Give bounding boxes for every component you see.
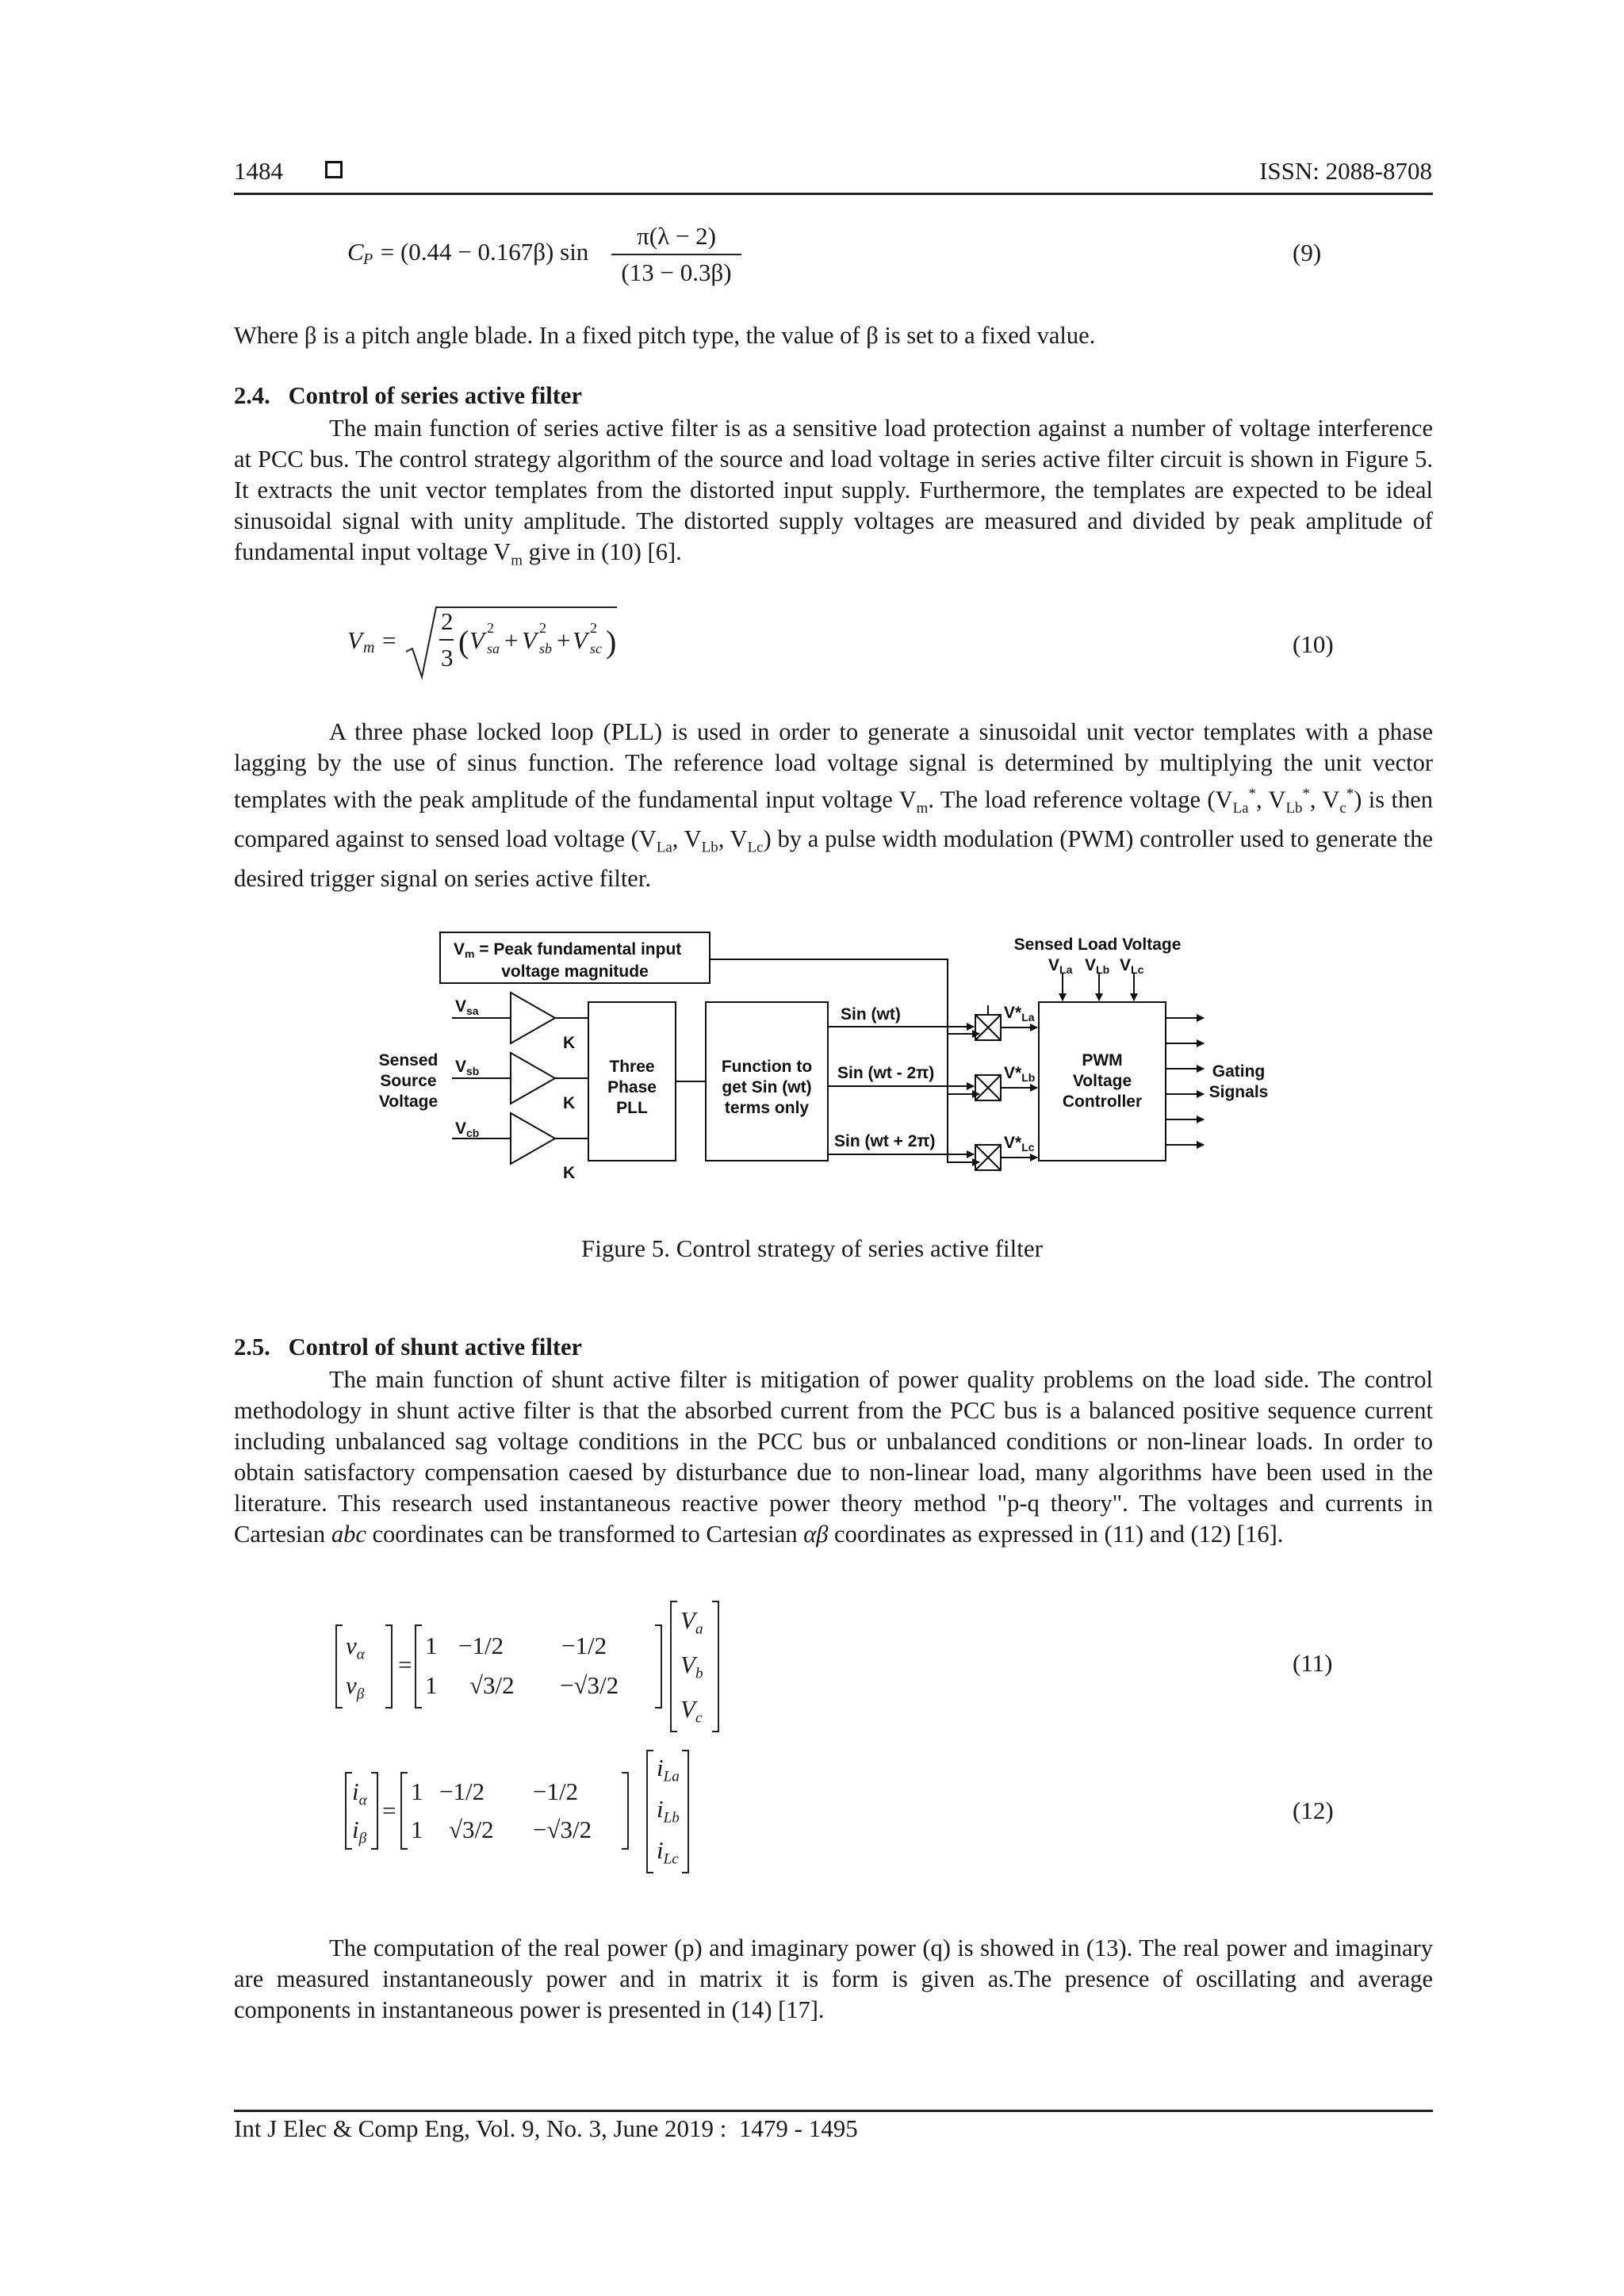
sin-wt-label: Sin (wt) <box>841 1005 901 1024</box>
gain-k-c: K <box>563 1164 576 1182</box>
vla-label: VLa <box>1048 956 1073 976</box>
equation-12: $i_\alpha$ $i_\beta$ = 1 −1/2 −1/2 1 √3/2 −√3/2 $i_{La}$ $i_{Lb}$ $i_{Lc}$ <box>343 1749 723 1876</box>
sensed-source-2: Source <box>380 1072 437 1090</box>
equation-10: V m = 2 3 ( V 2 sa + V 2 sb + V 2 sc ) <box>347 603 601 682</box>
vm-box-label-2: voltage magnitude <box>501 962 649 981</box>
section-heading-2-4: 2.4. Control of series active filter <box>234 382 583 409</box>
vstar-la-label: V*La <box>1004 1004 1035 1024</box>
pwm-label-3: Controller <box>1062 1093 1143 1111</box>
vstar-lc-label: V*Lc <box>1004 1134 1035 1154</box>
issn: ISSN: 2088-8708 <box>1259 157 1432 185</box>
sensed-source-3: Voltage <box>378 1093 439 1111</box>
gain-amplifier-c <box>511 1113 555 1164</box>
gating-label-1: Gating <box>1212 1062 1266 1081</box>
paragraph-beta: Where β is a pitch angle blade. In a fixed pitch type, the value of β is set to a fixed value. <box>234 322 1096 349</box>
paragraph-pll: A three phase locked loop (PLL) is used in order to generate a sinusoidal unit vector templates with a phase lagging by the use of sinus function. The reference load voltage signal is determined by multiplying the unit vector templates with the peak amplitude of the fundamental input voltage $V_m$. The load reference voltage ($V_{La}^*$, $V_{Lb}^*$, $V_c^*$) is then compared against to sensed load voltage ($V_{La}$, $V_{Lb}$, $V_{Lc}$) by a pulse width modulation (PWM) controller used to generate the desired trigger signal on series active filter. <box>234 718 1434 892</box>
vsb-label: Vsb <box>455 1058 480 1077</box>
func-label-2: get Sin (wt) <box>722 1078 812 1096</box>
equation-11: $v_\alpha$ $v_\beta$ = 1 −1/2 −1/2 1 √3/2 −√3/2 $V_a$ $V_b$ $V_c$ <box>333 1600 745 1735</box>
gain-k-a: K <box>563 1034 576 1052</box>
sensed-source-1: Sensed <box>378 1051 439 1070</box>
vstar-lb-label: V*Lb <box>1004 1064 1036 1084</box>
equation-10-number: (10) <box>1293 630 1334 658</box>
gain-k-b: K <box>563 1094 576 1112</box>
header-rule <box>234 193 1433 195</box>
sensed-load-title: Sensed Load Voltage <box>1013 936 1182 954</box>
sin-wt-plus-label: Sin (wt + 2π) <box>834 1132 936 1150</box>
vm-box-label-1: Vm = Peak fundamental input <box>454 940 682 960</box>
vlc-label: VLc <box>1120 956 1144 976</box>
vsa-label: Vsa <box>455 997 479 1017</box>
paragraph-shunt-filter: The main function of shunt active filter is mitigation of power quality problems on the load side. The control methodology in shunt active filter is that the absorbed current from the PCC bus is a balanced positive sequence current including unbalanced sag voltage conditions in the PCC bus or unbalanced conditions or non-linear loads. In order to obtain satisfactory compensation caesed by disturbance due to non-linear load, many algorithms have been used in the literature. This research used instantaneous reactive power theory method "p-q theory". The voltages and currents in Cartesian abc coordinates can be transformed to Cartesian αβ coordinates as expressed in (11) and (12) [16]. <box>234 1366 1433 1548</box>
paragraph-power: The computation of the real power (p) and imaginary power (q) is showed in (13). The real power and imaginary are measured instantaneously power and in matrix it is form is given as.The presence of oscillating and average components in instantaneous power is presented in (14) [17]. <box>234 1934 1433 2023</box>
section-heading-2-5: 2.5. Control of shunt active filter <box>234 1334 583 1360</box>
figure-5-diagram <box>365 926 1269 1219</box>
pwm-label-1: PWM <box>1082 1051 1123 1070</box>
gain-amplifier-a <box>511 993 555 1043</box>
sin-wt-minus-label: Sin (wt - 2π) <box>837 1064 935 1082</box>
equation-9-number: (9) <box>1293 239 1322 266</box>
square-outline-icon <box>325 161 343 178</box>
equation-12-number: (12) <box>1293 1797 1334 1824</box>
vlb-label: VLb <box>1085 956 1110 976</box>
footer-rule <box>234 2110 1433 2112</box>
func-label-1: Function to <box>721 1058 813 1076</box>
equation-11-number: (11) <box>1293 1649 1333 1677</box>
equation-9: C P = (0.44 − 0.167β) sin π(λ − 2) (13 − 0.3β) <box>347 222 744 293</box>
page-number: 1484 <box>234 157 283 185</box>
paragraph-series-filter: The main function of series active filter is as a sensitive load protection against a number of voltage interference at PCC bus. The control strategy algorithm of the source and load voltage in series active filter circuit is shown in Figure 5. It extracts the unit vector templates from the distorted input supply. Furthermore, the templates are expected to be ideal sinusoidal signal with unity amplitude. The distorted supply voltages are measured and divided by peak amplitude of fundamental input voltage $V_m$ give in (10) [6]. <box>234 415 1433 569</box>
gain-amplifier-b <box>511 1053 555 1104</box>
gating-label-2: Signals <box>1208 1083 1269 1101</box>
pll-label-1: Three <box>609 1058 655 1076</box>
pll-label-2: Phase <box>607 1078 657 1096</box>
pll-label-3: PLL <box>616 1099 648 1117</box>
figure-5-caption: Figure 5. Control strategy of series active filter <box>581 1234 1043 1262</box>
vcb-label: Vcb <box>455 1119 480 1139</box>
pwm-label-2: Voltage <box>1072 1072 1132 1090</box>
func-label-3: terms only <box>724 1099 810 1117</box>
footer-journal: Int J Elec & Comp Eng, Vol. 9, No. 3, June 2019 : 1479 - 1495 <box>234 2114 858 2142</box>
